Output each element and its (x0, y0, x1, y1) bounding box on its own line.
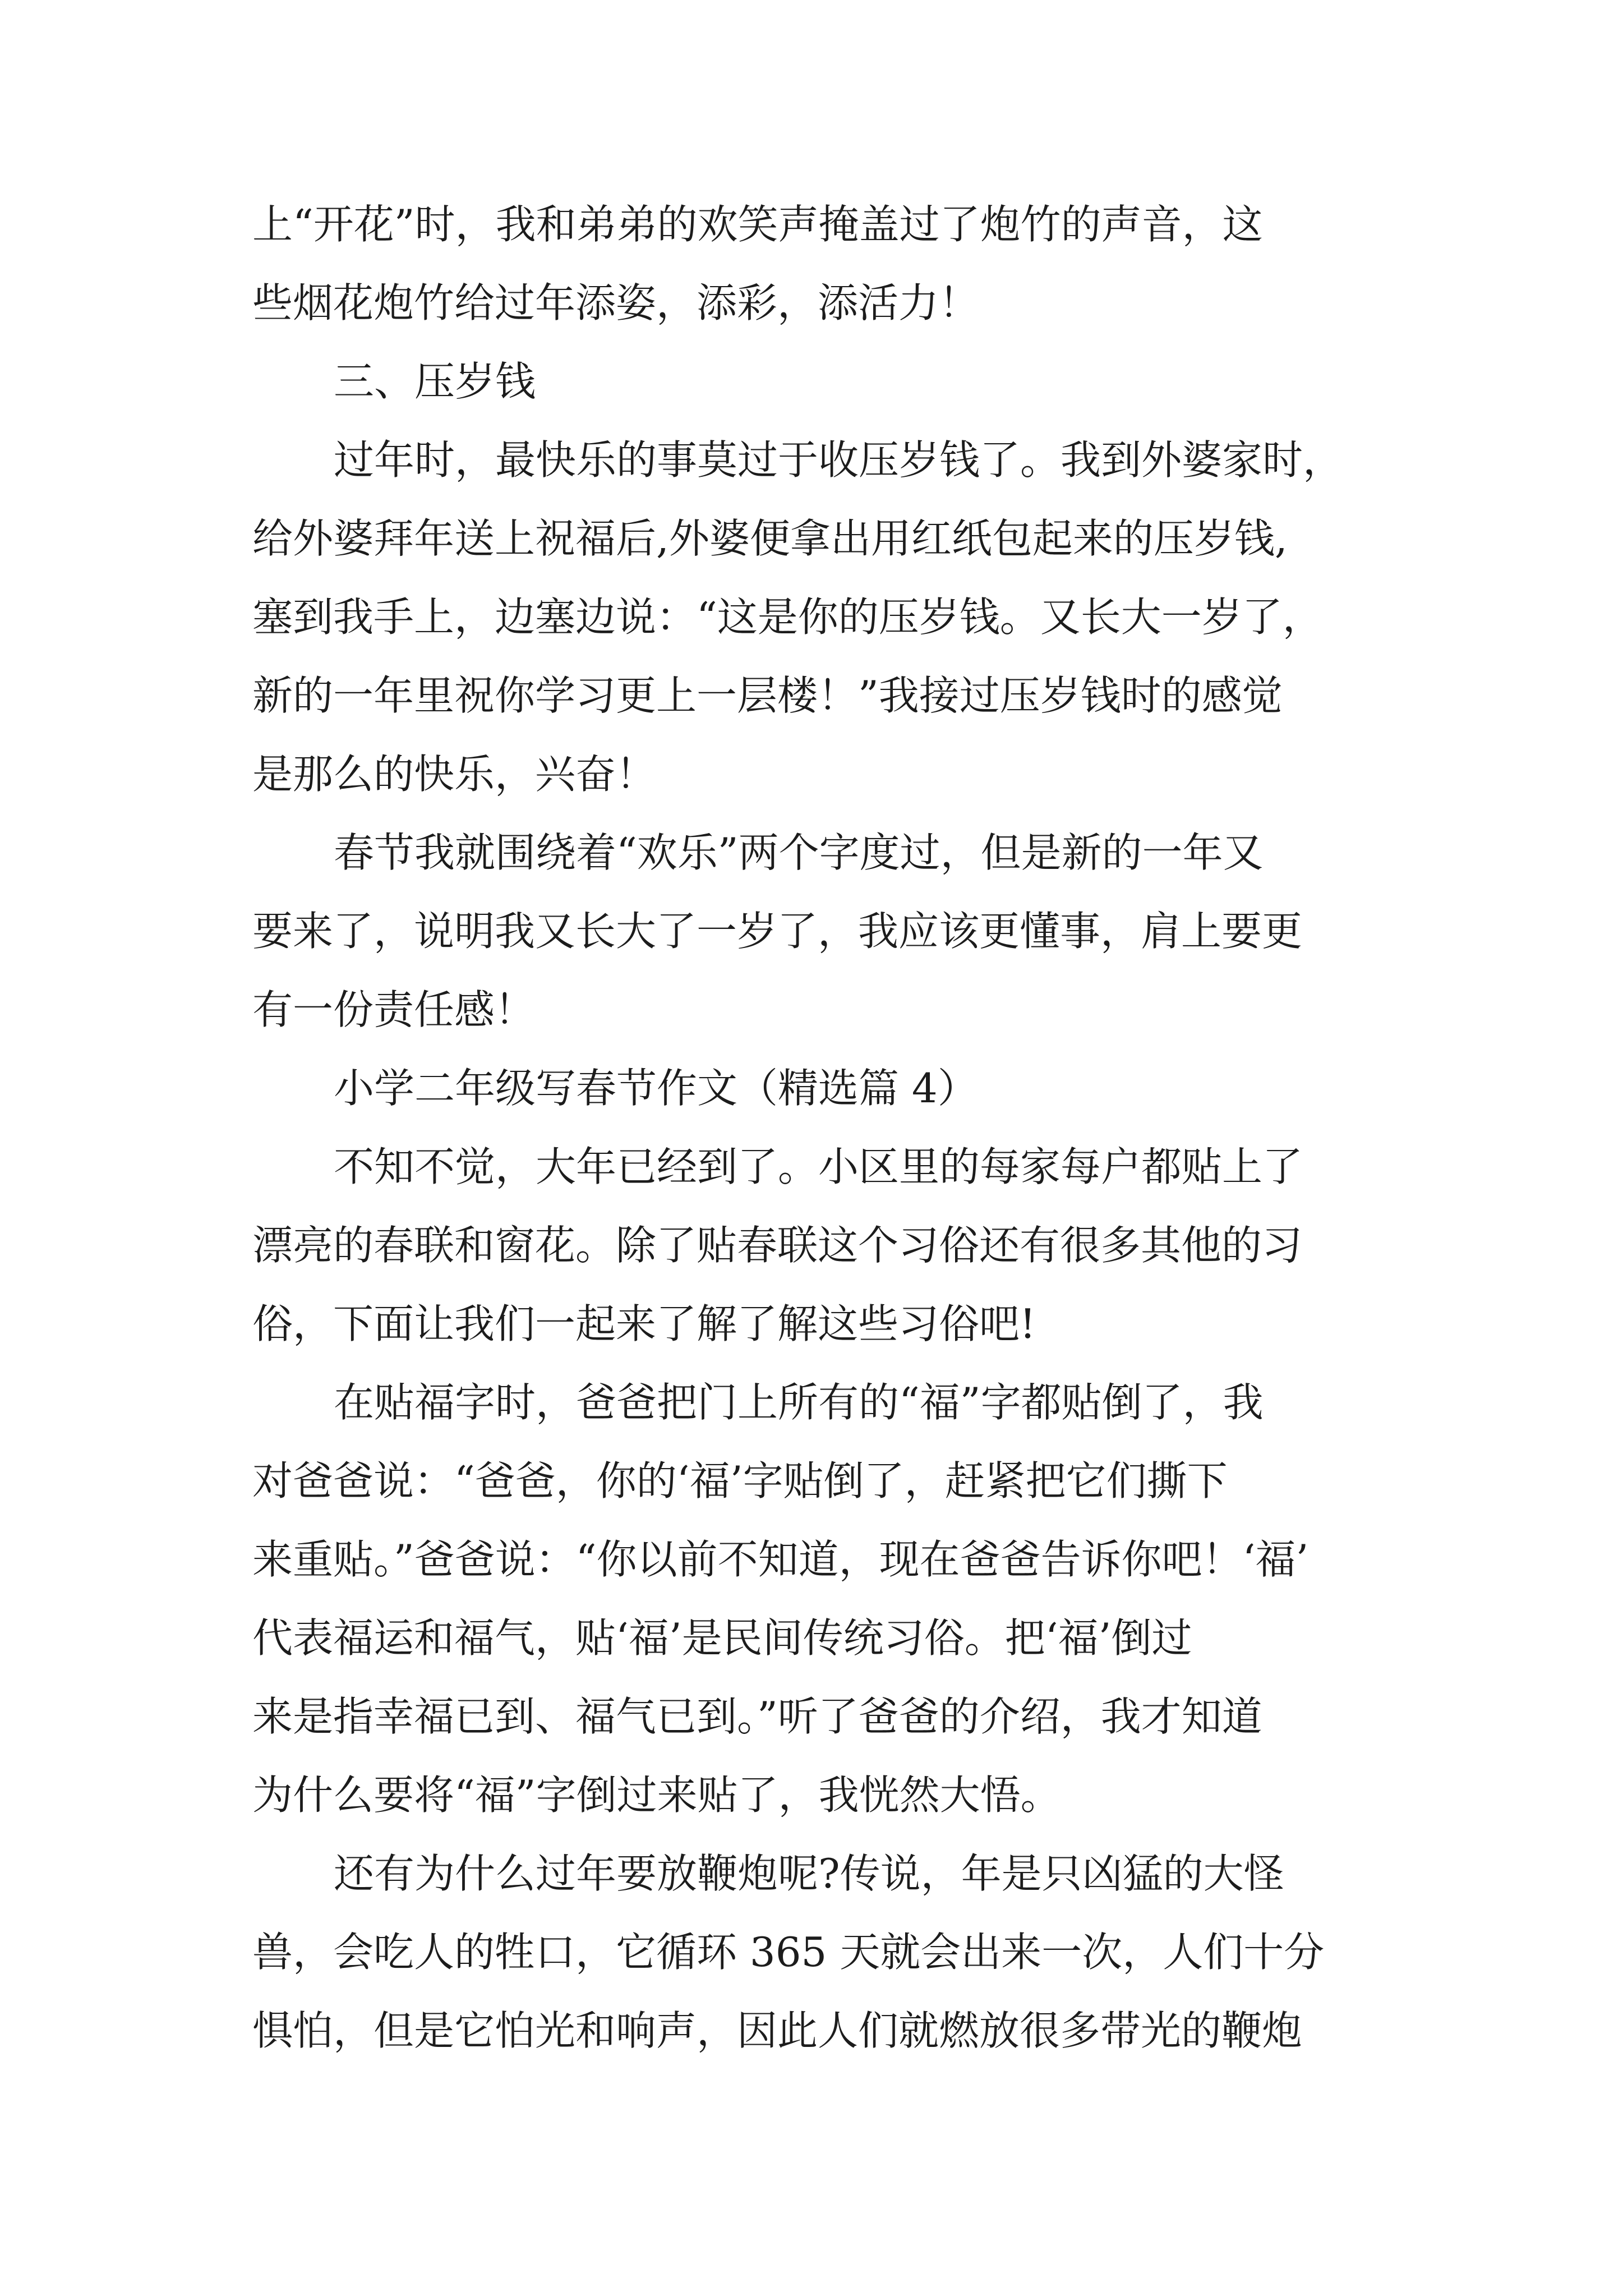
text-line: 在贴福字时，爸爸把门上所有的“福”字都贴倒了，我 (334, 1379, 1264, 1426)
text-line: 还有为什么过年要放鞭炮呢?传说，年是只凶猛的大怪 (334, 1850, 1284, 1897)
text-line: 对爸爸说：“爸爸，你的‘福’字贴倒了，赶紧把它们撕下 (252, 1457, 1228, 1504)
text-line: 过年时，最快乐的事莫过于收压岁钱了。我到外婆家时， (334, 436, 1344, 484)
text-line: 兽，会吃人的牲口，它循环 365 天就会出来一次，人们十分 (252, 1929, 1325, 1976)
text-line: 俗，下面让我们一起来了解了解这些习俗吧! (252, 1300, 1036, 1347)
text-line: 代表福运和福气，贴‘福’是民间传统习俗。把‘福’倒过 (252, 1614, 1192, 1662)
text-line: 要来了，说明我又长大了一岁了，我应该更懂事，肩上要更 (252, 908, 1303, 955)
text-line: 来重贴。”爸爸说：“你以前不知道，现在爸爸告诉你吧！‘福’ (252, 1536, 1309, 1583)
article-title: 小学二年级写春节作文（精选篇 4） (334, 1065, 978, 1112)
section-heading: 三、压岁钱 (334, 358, 536, 405)
text-line: 来是指幸福已到、福气已到。”听了爸爸的介绍，我才知道 (252, 1693, 1262, 1740)
text-line: 惧怕，但是它怕光和响声，因此人们就燃放很多带光的鞭炮 (252, 2007, 1303, 2054)
text-line: 春节我就围绕着“欢乐”两个字度过，但是新的一年又 (334, 829, 1264, 876)
text-line: 上“开花”时，我和弟弟的欢笑声掩盖过了炮竹的声音，这 (252, 201, 1263, 248)
text-line: 新的一年里祝你学习更上一层楼！”我接过压岁钱时的感觉 (252, 672, 1283, 719)
text-line: 给外婆拜年送上祝福后,外婆便拿出用红纸包起来的压岁钱, (252, 515, 1288, 562)
text-line: 为什么要将“福”字倒过来贴了，我恍然大悟。 (252, 1772, 1061, 1819)
text-line: 些烟花炮竹给过年添姿，添彩，添活力！ (252, 279, 980, 326)
text-line: 不知不觉，大年已经到了。小区里的每家每户都贴上了 (334, 1143, 1303, 1190)
text-line: 有一份责任感！ (252, 986, 536, 1033)
text-line: 塞到我手上，边塞边说：“这是你的压岁钱。又长大一岁了， (252, 593, 1323, 641)
text-line: 是那么的快乐，兴奋！ (252, 751, 657, 798)
text-line: 漂亮的春联和窗花。除了贴春联这个习俗还有很多其他的习 (252, 1222, 1303, 1269)
